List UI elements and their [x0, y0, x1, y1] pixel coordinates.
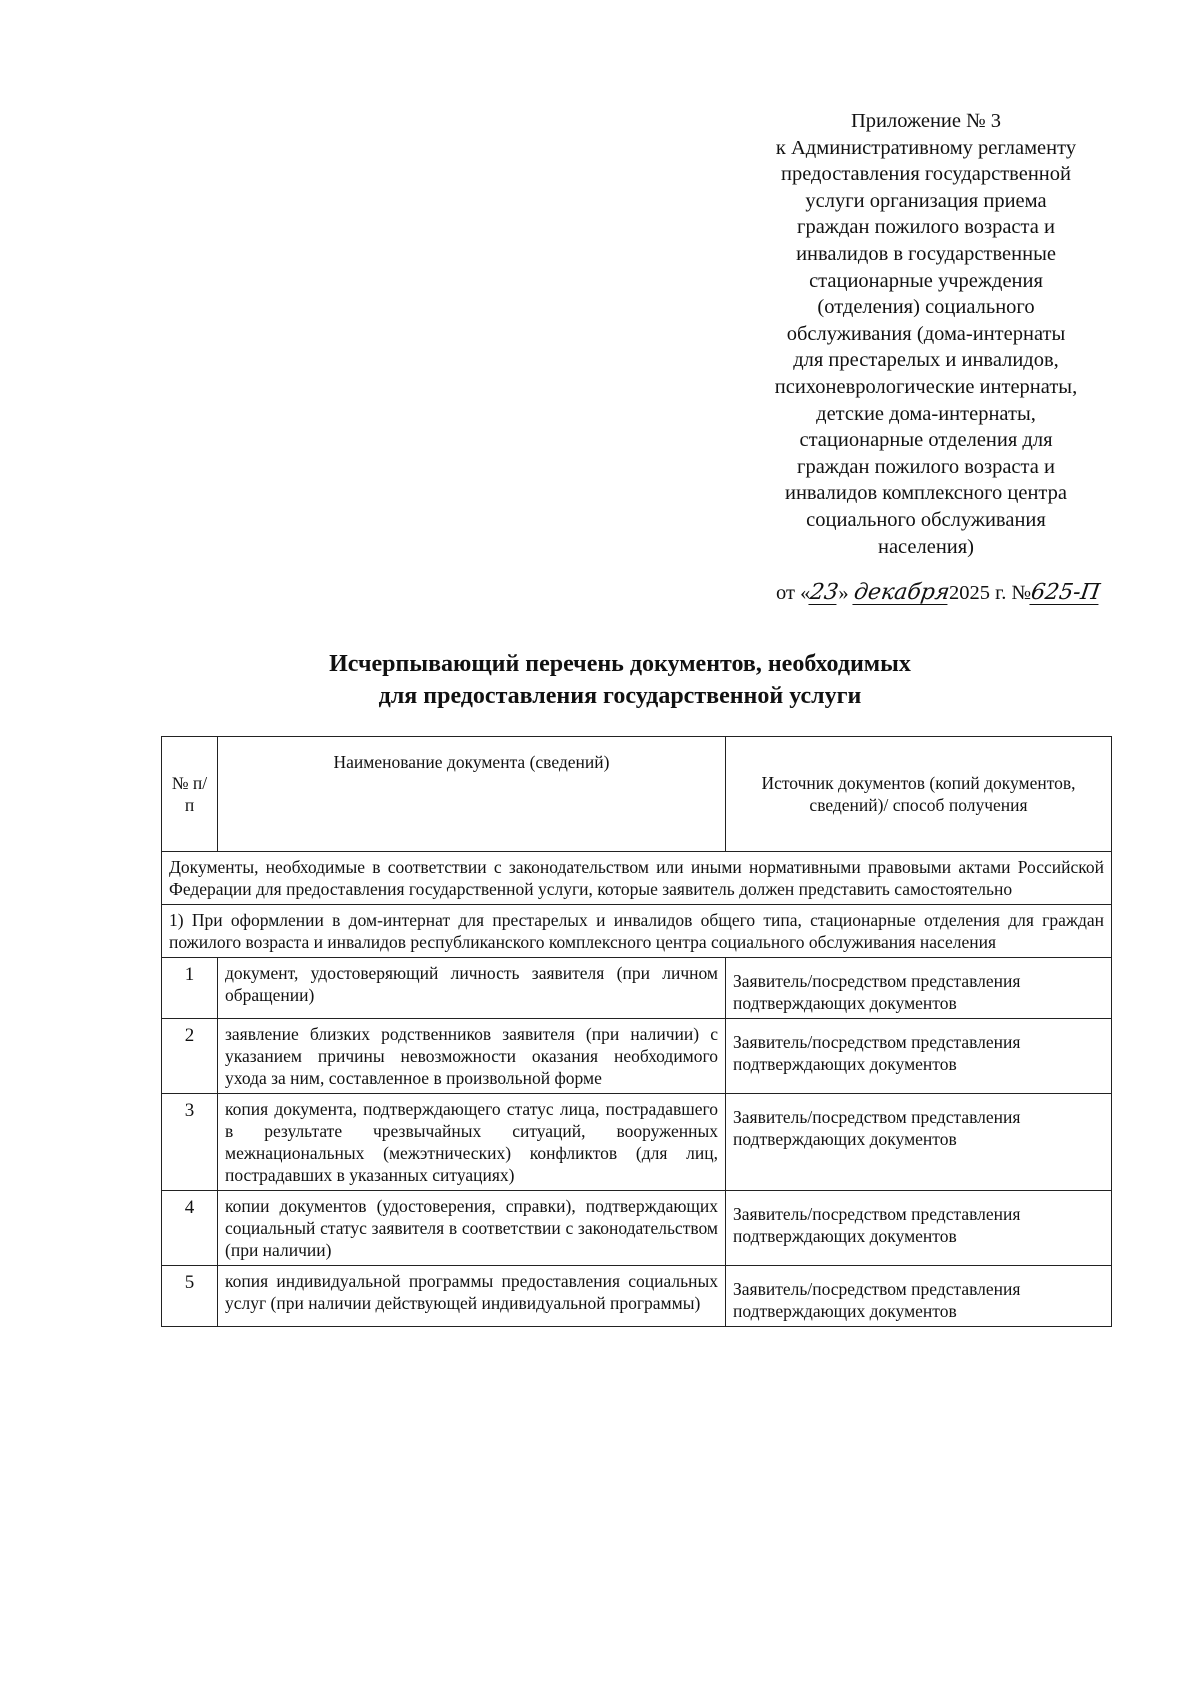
handwritten-number: 625-П [1029, 580, 1102, 605]
appendix-line: (отделения) социального [817, 296, 1035, 319]
date-mid: » [838, 582, 849, 604]
row-document-name: копии документов (удостоверения, справки), подтверждающих социальный статус заявителя в соответствии с законодательством (при наличии) [218, 1191, 726, 1266]
appendix-line: для престарелых и инвалидов, [793, 349, 1059, 372]
table-row [162, 1191, 1112, 1266]
handwritten-month: декабря [852, 580, 951, 605]
section-main-text: Документы, необходимые в соответствии с законодательством или иными нормативными правовыми актами Российской Федерации для предоставления государственной услуги, которые заявитель должен представить самостоятельно [162, 852, 1112, 905]
appendix-line: детские дома-интернаты, [816, 402, 1036, 425]
documents-table [161, 736, 1112, 1327]
appendix-line: психоневрологические интернаты, [774, 375, 1078, 398]
title-line-2: для предоставления государственной услуги [378, 683, 862, 709]
table-row [162, 1019, 1112, 1094]
appendix-line: стационарные учреждения [809, 269, 1043, 292]
title-line-1: Исчерпывающий перечень документов, необходимых [329, 651, 911, 677]
header-source: Источник документов (копий документов, сведений)/ способ получения [726, 737, 1112, 852]
subsection-row [162, 905, 1112, 958]
header-document-name: Наименование документа (сведений) [218, 737, 726, 852]
row-source: Заявитель/посредством представления подтверждающих документов [726, 1094, 1112, 1191]
row-document-name: копия документа, подтверждающего статус лица, пострадавшего в результате чрезвычайных ситуаций, вооруженных межнациональных (межэтнических) конфликтов (для лиц, пострадавших в указанных ситуациях) [218, 1094, 726, 1191]
table-row [162, 1266, 1112, 1327]
row-source: Заявитель/посредством представления подтверждающих документов [726, 1019, 1112, 1094]
document-title [170, 648, 1070, 712]
appendix-line: стационарные отделения для [799, 429, 1053, 452]
handwritten-day: 23 [808, 580, 841, 605]
appendix-line: Приложение № 3 [850, 110, 1002, 132]
appendix-line: граждан пожилого возраста и [797, 216, 1055, 239]
resolution-date-line [776, 582, 1100, 605]
row-document-name: документ, удостоверяющий личность заявителя (при личном обращении) [218, 958, 726, 1019]
appendix-line: граждан пожилого возраста и [797, 455, 1055, 478]
table-row [162, 1094, 1112, 1191]
row-number: 1 [162, 958, 218, 1019]
table-row [162, 958, 1112, 1019]
row-number: 3 [162, 1094, 218, 1191]
appendix-line: социального обслуживания [806, 508, 1046, 531]
appendix-line: обслуживания (дома-интернаты [786, 322, 1066, 345]
row-number: 4 [162, 1191, 218, 1266]
table-header-row [162, 737, 1112, 852]
appendix-block [720, 108, 1132, 560]
row-document-name: заявление близких родственников заявителя (при наличии) с указанием причины невозможности оказания необходимого ухода за ним, составленное в произвольной форме [218, 1019, 726, 1094]
date-year: 2025 г. № [949, 582, 1032, 604]
row-source: Заявитель/посредством представления подтверждающих документов [726, 958, 1112, 1019]
section-row [162, 852, 1112, 905]
appendix-line: к Административному регламенту [775, 136, 1077, 159]
row-number: 5 [162, 1266, 218, 1327]
header-number: № п/п [162, 737, 218, 852]
appendix-line: услуги организация приема [805, 189, 1047, 212]
appendix-line: предоставления государственной [781, 163, 1071, 186]
appendix-line: инвалидов комплексного центра [784, 482, 1067, 505]
row-document-name: копия индивидуальной программы предоставления социальных услуг (при наличии действующей индивидуальной программы) [218, 1266, 726, 1327]
appendix-line: населения) [877, 535, 975, 558]
row-source: Заявитель/посредством представления подтверждающих документов [726, 1266, 1112, 1327]
date-prefix: от « [776, 582, 811, 604]
row-number: 2 [162, 1019, 218, 1094]
row-source: Заявитель/посредством представления подтверждающих документов [726, 1191, 1112, 1266]
appendix-line: инвалидов в государственные [796, 242, 1056, 265]
subsection-1-text: 1) При оформлении в дом-интернат для престарелых и инвалидов общего типа, стационарные отделения для граждан пожилого возраста и инвалидов республиканского комплексного центра социального обслуживания населения [162, 905, 1112, 958]
